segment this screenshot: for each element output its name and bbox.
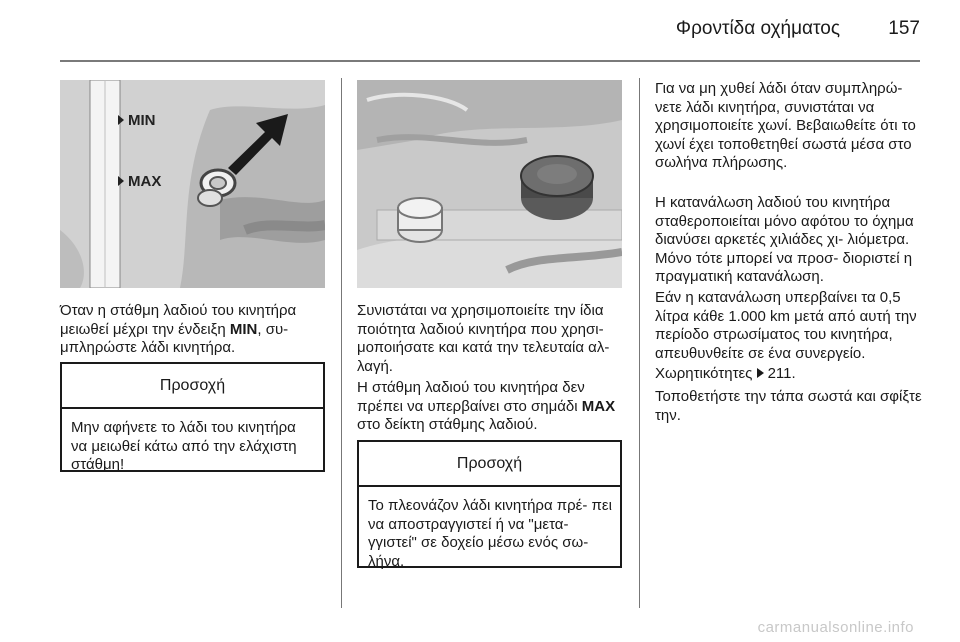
col3-paragraph-4: Χωρητικότητες 211. — [655, 365, 796, 382]
min-emphasis: MIN — [229, 320, 258, 338]
col1-paragraph: Όταν η στάθμη λαδιού του κινητήρα μειωθεί μέχρι την ένδειξη MIN, συ‑ μπληρώστε λάδι κινητήρα. — [60, 302, 297, 356]
col2-paragraph-1: Συνιστάται να χρησιμοποιείτε την ίδια ποιότητα λαδιού κινητήρα που χρησι‑ μοποιήσατε και κατά την τελευταία αλ‑ λαγή. — [357, 302, 610, 375]
oil-cap-drawing — [357, 80, 622, 288]
header-divider — [60, 60, 920, 62]
page-reference-icon — [757, 368, 764, 378]
caution-box-1 — [60, 362, 325, 472]
column-divider-1 — [341, 78, 342, 608]
watermark: carmanualsonline.info — [757, 619, 914, 636]
caution-title-1: Προσοχή — [62, 364, 323, 409]
dipstick-illustration — [60, 80, 325, 288]
dipstick-drawing — [60, 80, 325, 288]
min-mark-label: MIN — [128, 112, 156, 129]
col3-paragraph-5: Τοποθετήστε την τάπα σωστά και σφίξτε την. — [655, 388, 922, 424]
col3-paragraph-2: Η κατανάλωση λαδιού του κινητήρα σταθεροποιείται μόνο αφότου το όχημα διανύσει αρκετές χιλιάδες χι‑ λιόμετρα. Μόνο τότε μπορεί να προσ‑ διοριστεί η πραγματική κατανάλωση. — [655, 194, 914, 285]
col2-paragraph-2: Η στάθμη λαδιού του κινητήρα δεν πρέπει να υπερβαίνει στο σημάδι MAX στο δείκτη στάθμης λαδιού. — [357, 379, 616, 433]
oil-cap-illustration — [357, 80, 622, 288]
page-title: Φροντίδα οχήματος — [675, 18, 840, 39]
caution-title-2: Προσοχή — [359, 442, 620, 487]
caution-text-2: Το πλεονάζον λάδι κινητήρα πρέ‑ πει να αποστραγγιστεί ή να "μετα‑ γγιστεί" σε δοχείο μέσω ενός σω‑ λήνα. — [368, 497, 612, 570]
page-reference-link[interactable]: 211. — [767, 365, 796, 382]
max-mark-label: MAX — [128, 173, 162, 190]
page-number: 157 — [888, 18, 920, 39]
col3-paragraph-1: Για να μη χυθεί λάδι όταν συμπληρώ‑ νετε λάδι κινητήρα, συνιστάται να χρησιμοποιείτε χωνί. Βεβαιωθείτε ότι το χωνί έχει τοποθετηθεί σωστά μέσα στο σωλήνα πλήρωσης. — [655, 80, 916, 171]
caution-text-1: Μην αφήνετε το λάδι του κινητήρα να μειωθεί κάτω από την ελάχιστη στάθμη! — [71, 419, 297, 473]
col3-paragraph-3: Εάν η κατανάλωση υπερβαίνει τα 0,5 λίτρα κάθε 1.000 km μετά από αυτή την περίοδο στρωσίματος του κινητήρα, απευθυνθείτε σε ένα συνεργείο. — [655, 289, 917, 362]
column-divider-2 — [639, 78, 640, 608]
max-emphasis: MAX — [581, 397, 616, 415]
caution-box-2 — [357, 440, 622, 568]
